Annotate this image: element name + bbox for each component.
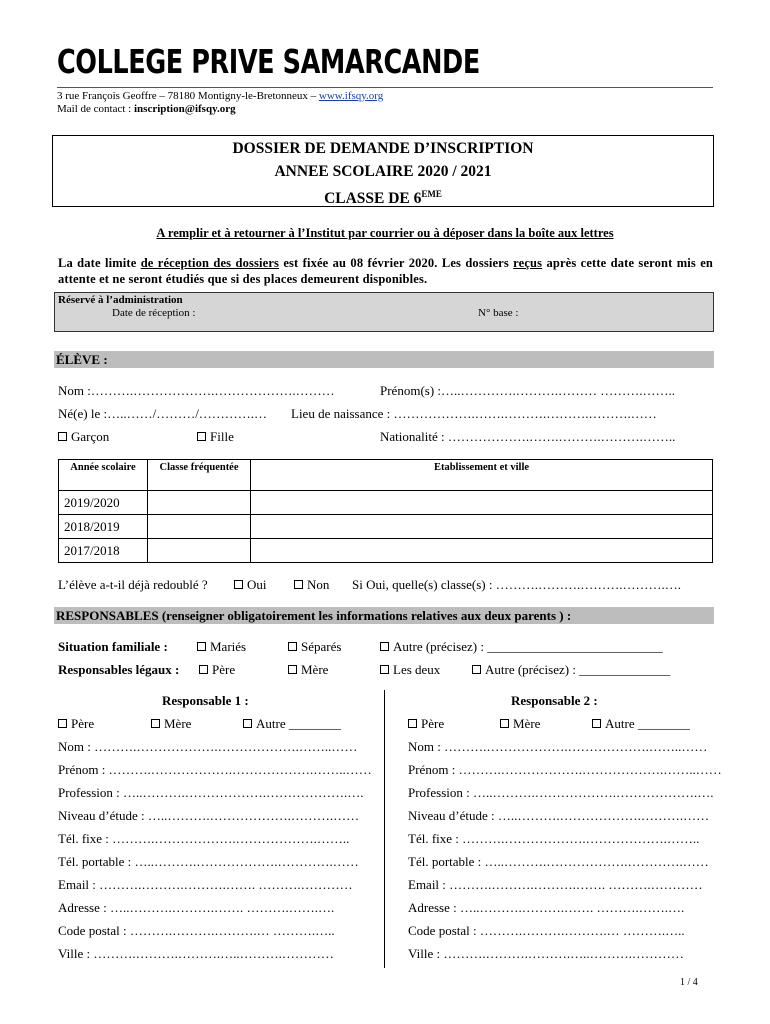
eleve-birthdate-field[interactable]: Né(e) le :…..……/………/………….… <box>58 406 268 421</box>
deadline-paragraph <box>58 256 713 287</box>
column-divider <box>384 690 385 968</box>
title-line2: ANNEE SCOLAIRE 2020 / 2021 <box>274 163 492 180</box>
resp1-pere-label: Père <box>71 716 95 731</box>
mail-value: inscription@ifsqy.org <box>133 103 236 115</box>
resp1-email-field[interactable]: Email : ……….……….……….……. ……….………… <box>58 877 353 892</box>
school-name: COLLEGE PRIVE SAMARCANDE <box>57 42 480 81</box>
nationalite-field[interactable]: Nationalité : ……………….…….……….……….…….. <box>380 429 676 444</box>
resp2-mere-label: Mère <box>513 716 541 731</box>
deadline-p1: La date limite <box>58 256 141 270</box>
row-classe-cell[interactable] <box>148 539 251 563</box>
admin-box <box>54 292 714 332</box>
redouble-oui-option[interactable] <box>234 577 267 593</box>
resp2-pere-option[interactable] <box>408 716 444 732</box>
garcon-label: Garçon <box>71 429 110 444</box>
resp2-mere-option[interactable] <box>500 716 540 732</box>
row-year: 2017/2018 <box>59 539 148 563</box>
situation-autre-option[interactable] <box>380 639 663 655</box>
section-responsables: RESPONSABLES (renseigner obligatoirement les informations relatives aux deux parents ) : <box>54 607 714 624</box>
resp2-email-field[interactable]: Email : ……….……….……….……. ……….………… <box>408 877 703 892</box>
resp1-autre-label: Autre ________ <box>256 716 341 731</box>
resp2-code-postal-field[interactable]: Code postal : ……….……….……….… ……….….. <box>408 923 685 938</box>
resp1-mere-checkbox[interactable] <box>151 719 160 728</box>
address-text: 3 rue François Geoffre – 78180 Montigny-le-Bretonneux – <box>57 90 319 102</box>
separes-label: Séparés <box>301 639 342 654</box>
row-year: 2018/2019 <box>59 515 148 539</box>
resp2-autre-option[interactable] <box>592 716 690 732</box>
resp1-autre-checkbox[interactable] <box>243 719 252 728</box>
redouble-oui-checkbox[interactable] <box>234 580 243 589</box>
title-class: CLASSE DE 6 <box>324 190 422 207</box>
table-row <box>59 515 713 539</box>
deadline-p4: reçus <box>513 256 543 270</box>
resp2-tel-portable-field[interactable]: Tél. portable : …..……….……………….………….…… <box>408 854 709 869</box>
row-etab-cell[interactable] <box>251 491 713 515</box>
deadline-p5: après cette date seront mis en attente et ne seront étudiés que si des places demeurent disponibles. <box>58 256 713 286</box>
page-number: 1 / 4 <box>680 977 698 988</box>
situation-separes-option[interactable] <box>288 639 341 655</box>
maries-label: Mariés <box>210 639 247 654</box>
table-row <box>59 539 713 563</box>
section-eleve: ÉLÈVE : <box>54 351 714 368</box>
resp2-mere-checkbox[interactable] <box>500 719 509 728</box>
situation-maries-option[interactable] <box>197 639 246 655</box>
col-classe: Classe fréquentée <box>148 460 251 491</box>
resp1-autre-option[interactable] <box>243 716 341 732</box>
admin-date-label: Date de réception : <box>112 307 196 319</box>
legaux-autre-option[interactable] <box>472 662 670 678</box>
resp1-nom-field[interactable]: Nom : ……….……………….……………….……..…… <box>58 739 358 754</box>
fille-checkbox[interactable] <box>197 432 206 441</box>
garcon-option[interactable] <box>58 429 109 445</box>
fille-label: Fille <box>210 429 234 444</box>
separes-checkbox[interactable] <box>288 642 297 651</box>
resp1-niveau-field[interactable]: Niveau d’étude : …..……….……………….……….…… <box>58 808 360 823</box>
resp2-ville-field[interactable]: Ville : ……….……….……….…..……….………… <box>408 946 684 961</box>
fille-option[interactable] <box>197 429 234 445</box>
row-classe-cell[interactable] <box>148 491 251 515</box>
situation-label: Situation familiale : <box>58 639 168 654</box>
legaux-label: Responsables légaux : <box>58 662 180 677</box>
redouble-non-option[interactable] <box>294 577 329 593</box>
legaux-lesdeux-option[interactable] <box>380 662 440 678</box>
resp1-profession-field[interactable]: Profession : …..……….……………….……………….…. <box>58 785 364 800</box>
row-year: 2019/2020 <box>59 491 148 515</box>
eleve-birthplace-field[interactable]: Lieu de naissance : ……………….…….……….……….……….…… <box>291 406 657 421</box>
resp1-tel-fixe-field[interactable]: Tél. fixe : ……….……………….……………….…….. <box>58 831 350 846</box>
resp1-title: Responsable 1 : <box>162 693 249 708</box>
resp1-mere-option[interactable] <box>151 716 191 732</box>
legaux-mere-checkbox[interactable] <box>288 665 297 674</box>
resp2-profession-field[interactable]: Profession : …..……….……………….……………….…. <box>408 785 714 800</box>
legaux-pere-option[interactable] <box>199 662 235 678</box>
resp2-nom-field[interactable]: Nom : ……….……………….……………….……..…… <box>408 739 708 754</box>
mail-label: Mail de contact : <box>57 103 134 115</box>
row-etab-cell[interactable] <box>251 515 713 539</box>
legaux-pere-checkbox[interactable] <box>199 665 208 674</box>
deadline-p3: est fixée au 08 février 2020. Les dossiers <box>279 256 514 270</box>
website-link[interactable]: www.ifsqy.org <box>318 90 384 102</box>
legaux-mere-label: Mère <box>301 662 329 677</box>
resp2-adresse-field[interactable]: Adresse : …..……….……….……. ……….…….…. <box>408 900 685 915</box>
header-divider <box>57 87 713 88</box>
legaux-lesdeux-checkbox[interactable] <box>380 665 389 674</box>
resp2-pere-label: Père <box>421 716 445 731</box>
title-class-sup: EME <box>421 189 442 199</box>
resp1-code-postal-field[interactable]: Code postal : ……….……….……….… ……….….. <box>58 923 335 938</box>
admin-title: Réservé à l’administration <box>58 294 183 306</box>
instructions <box>0 226 770 241</box>
situation-autre-checkbox[interactable] <box>380 642 389 651</box>
resp1-ville-field[interactable]: Ville : ……….……….……….…..……….………… <box>58 946 334 961</box>
legaux-autre-checkbox[interactable] <box>472 665 481 674</box>
resp1-pere-option[interactable] <box>58 716 94 732</box>
title-line1: DOSSIER DE DEMANDE D’INSCRIPTION <box>232 140 534 157</box>
resp2-title: Responsable 2 : <box>511 693 598 708</box>
school-history-table <box>58 459 713 563</box>
legaux-autre-label: Autre (précisez) : ______________ <box>485 662 671 677</box>
eleve-nom-field[interactable]: Nom :……….……………….……………….……… <box>58 383 335 398</box>
instructions-text: A remplir et à retourner à l’Institut par courrier ou à déposer dans la boîte aux lettres <box>156 226 614 240</box>
resp1-mere-label: Mère <box>164 716 192 731</box>
school-address <box>57 90 383 116</box>
resp2-niveau-field[interactable]: Niveau d’étude : …..……….……………….……….…… <box>408 808 710 823</box>
garcon-checkbox[interactable] <box>58 432 67 441</box>
resp1-prenom-field[interactable]: Prénom : ……….……………….……………….……..…… <box>58 762 372 777</box>
redouble-non-checkbox[interactable] <box>294 580 303 589</box>
resp2-pere-checkbox[interactable] <box>408 719 417 728</box>
maries-checkbox[interactable] <box>197 642 206 651</box>
resp2-autre-checkbox[interactable] <box>592 719 601 728</box>
legaux-lesdeux-label: Les deux <box>393 662 441 677</box>
title-line3 <box>53 183 713 210</box>
redouble-oui-label: Oui <box>247 577 267 592</box>
redouble-question: L’élève a-t-il déjà redoublé ? <box>58 577 208 592</box>
eleve-prenom-field[interactable]: Prénom(s) :…..………….……….……… ……….…….. <box>380 383 676 398</box>
situation-autre-label: Autre (précisez) : ___________________________ <box>393 639 663 654</box>
resp1-adresse-field[interactable]: Adresse : …..……….……….……. ……….…….…. <box>58 900 335 915</box>
redouble-classes-field[interactable]: Si Oui, quelle(s) classe(s) : ……….……….……….……….…. <box>352 577 681 592</box>
admin-base-label: N° base : <box>478 307 519 319</box>
resp2-prenom-field[interactable]: Prénom : ……….……………….……………….……..…… <box>408 762 722 777</box>
legaux-mere-option[interactable] <box>288 662 328 678</box>
legaux-pere-label: Père <box>212 662 236 677</box>
deadline-p2: de réception des dossiers <box>140 256 280 270</box>
col-annee: Année scolaire <box>59 460 148 491</box>
resp2-tel-fixe-field[interactable]: Tél. fixe : ……….……………….……………….…….. <box>408 831 700 846</box>
title-box <box>52 135 714 207</box>
table-header-row <box>59 460 713 491</box>
col-etablissement: Etablissement et ville <box>251 460 713 491</box>
resp1-tel-portable-field[interactable]: Tél. portable : …..……….……………….………….…… <box>58 854 359 869</box>
table-row <box>59 491 713 515</box>
row-classe-cell[interactable] <box>148 515 251 539</box>
row-etab-cell[interactable] <box>251 539 713 563</box>
resp2-autre-label: Autre ________ <box>605 716 690 731</box>
redouble-non-label: Non <box>307 577 330 592</box>
resp1-pere-checkbox[interactable] <box>58 719 67 728</box>
